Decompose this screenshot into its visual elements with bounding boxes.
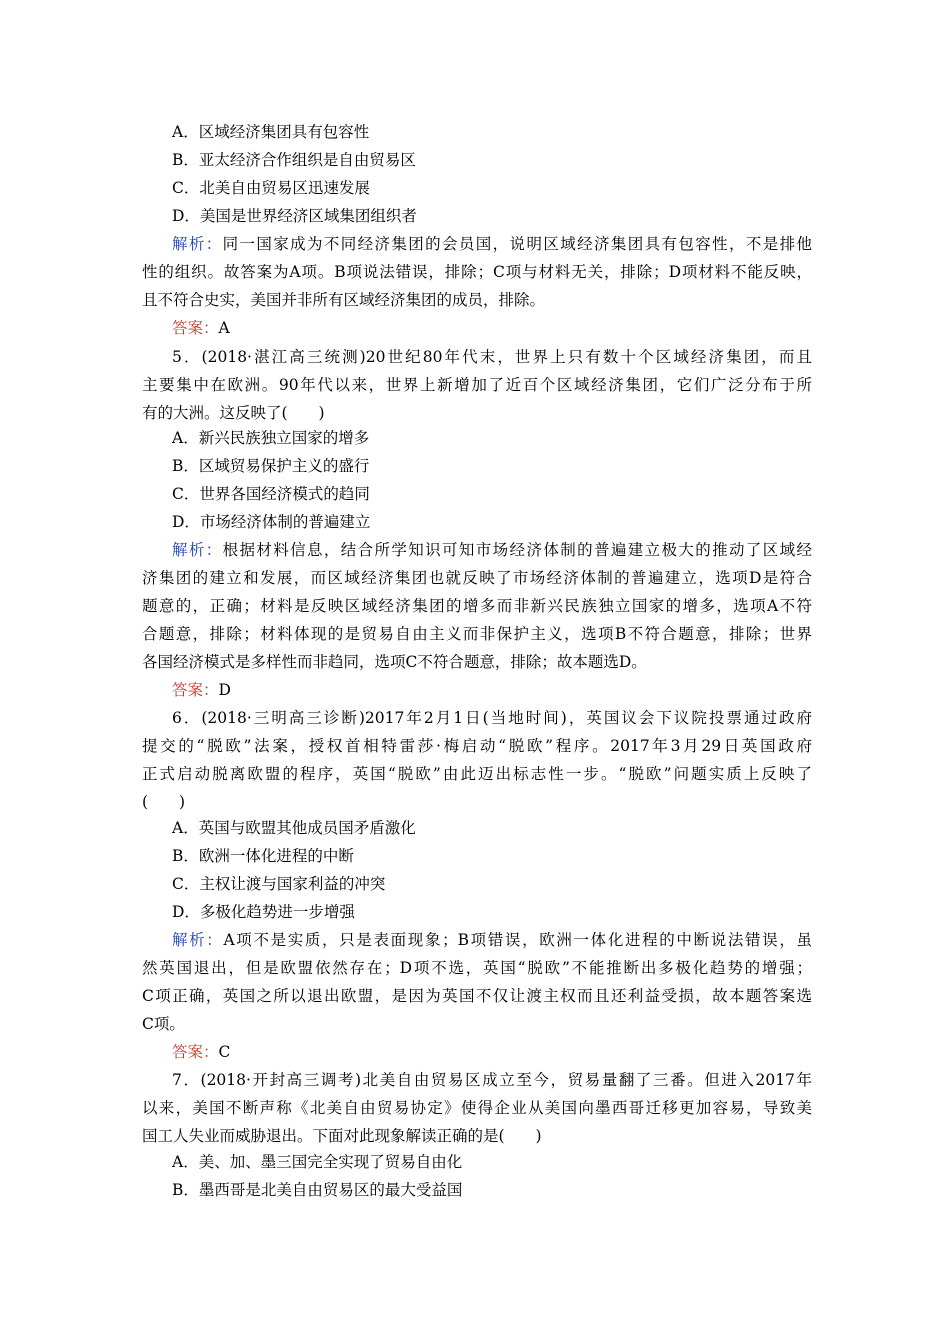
q5-answer-value: D — [218, 681, 231, 699]
q6-analysis-line-3: C项正确，英国之所以退出欧盟，是因为英国不仅让渡主权而且还利益受损，故本题答案选 — [142, 987, 812, 1005]
q4-analysis-line-2: 性的组织。故答案为A项。B项说法错误，排除；C项与材料无关，排除；D项材料不能反映， — [142, 263, 812, 281]
q4-analysis-line-1: 解析：同一国家成为不同经济集团的会员国，说明区域经济集团具有包容性，不是排他 — [172, 235, 812, 253]
q5-answer — [172, 680, 231, 700]
q7-option-b: B．墨西哥是北美自由贸易区的最大受益国 — [172, 1181, 463, 1199]
q6-stem-line-2: 提交的“脱欧”法案，授权首相特雷莎·梅启动“脱欧”程序。2017年3月29日英国政府 — [142, 737, 812, 755]
q5-analysis-label: 解析： — [172, 541, 223, 559]
q6-analysis-line-4: C项。 — [142, 1015, 185, 1033]
q5-analysis-line-4: 合题意，排除；材料体现的是贸易自由主义而非保护主义，选项B不符合题意，排除；世界 — [142, 625, 812, 643]
q4-answer — [172, 318, 230, 338]
q6-option-d: D．多极化趋势进一步增强 — [172, 903, 355, 921]
q7-option-a: A．美、加、墨三国完全实现了贸易自由化 — [172, 1153, 463, 1171]
q5-stem-line-3: 有的大洲。这反映了( ) — [142, 404, 325, 422]
q4-answer-value: A — [218, 319, 230, 337]
q5-analysis-line-5: 各国经济模式是多样性而非趋同，选项C不符合题意，排除；故本题选D。 — [142, 653, 647, 671]
q6-stem-line-4: ( ) — [142, 793, 186, 811]
q5-analysis-line-1: 解析：根据材料信息，结合所学知识可知市场经济体制的普遍建立极大的推动了区域经 — [172, 541, 812, 559]
q4-answer-label: 答案： — [172, 319, 219, 337]
q4-option-a: A．区域经济集团具有包容性 — [172, 123, 370, 141]
q5-option-a: A．新兴民族独立国家的增多 — [172, 429, 370, 447]
q5-option-c: C．世界各国经济模式的趋同 — [172, 485, 370, 503]
q7-stem-line-1: 7．(2018·开封高三调考)北美自由贸易区成立至今，贸易量翻了三番。但进入2017年 — [172, 1071, 812, 1089]
q6-stem-line-3: 正式启动脱离欧盟的程序，英国“脱欧”由此迈出标志性一步。“脱欧”问题实质上反映了 — [142, 765, 812, 783]
q4-analysis-label: 解析： — [172, 235, 223, 253]
q6-option-b: B．欧洲一体化进程的中断 — [172, 847, 354, 865]
q4-analysis-line-3: 且不符合史实，美国并非所有区域经济集团的成员，排除。 — [142, 291, 546, 309]
q6-stem-line-1: 6．(2018·三明高三诊断)2017年2月1日(当地时间)，英国议会下议院投票通过政府 — [172, 709, 812, 727]
q6-answer — [172, 1042, 230, 1062]
q6-analysis-line-1: 解析：A项不是实质，只是表面现象；B项错误，欧洲一体化进程的中断说法错误，虽 — [172, 931, 812, 949]
q4-option-b: B．亚太经济合作组织是自由贸易区 — [172, 151, 416, 169]
q6-answer-value: C — [218, 1043, 231, 1061]
q5-option-d: D．市场经济体制的普遍建立 — [172, 513, 371, 531]
q6-option-c: C．主权让渡与国家利益的冲突 — [172, 875, 386, 893]
q6-analysis-line-2: 然英国退出，但是欧盟依然存在；D项不选，英国“脱欧”不能推断出多极化趋势的增强； — [142, 959, 812, 977]
q6-analysis-label: 解析： — [172, 931, 224, 949]
q5-stem-line-1: 5．(2018·湛江高三统测)20世纪80年代末，世界上只有数十个区域经济集团，而且 — [172, 348, 812, 366]
q5-option-b: B．区域贸易保护主义的盛行 — [172, 457, 370, 475]
q5-answer-label: 答案： — [172, 681, 219, 699]
q4-option-d: D．美国是世界经济区域集团组织者 — [172, 207, 417, 225]
q5-analysis-line-3: 题意的，正确；材料是反映区域经济集团的增多而非新兴民族独立国家的增多，选项A不符 — [142, 597, 812, 615]
q5-analysis-line-2: 济集团的建立和发展，而区域经济集团也就反映了市场经济体制的普遍建立，选项D是符合 — [142, 569, 812, 587]
q7-stem-line-2: 以来，美国不断声称《北美自由贸易协定》使得企业从美国向墨西哥迁移更加容易，导致美 — [142, 1099, 812, 1117]
q4-option-c: C．北美自由贸易区迅速发展 — [172, 179, 370, 197]
q6-answer-label: 答案： — [172, 1043, 219, 1061]
q6-option-a: A．英国与欧盟其他成员国矛盾激化 — [172, 819, 416, 837]
q5-stem-line-2: 主要集中在欧洲。90年代以来，世界上新增加了近百个区域经济集团，它们广泛分布于所 — [142, 376, 812, 394]
q7-stem-line-3: 国工人失业而威胁退出。下面对此现象解读正确的是( ) — [142, 1127, 542, 1145]
